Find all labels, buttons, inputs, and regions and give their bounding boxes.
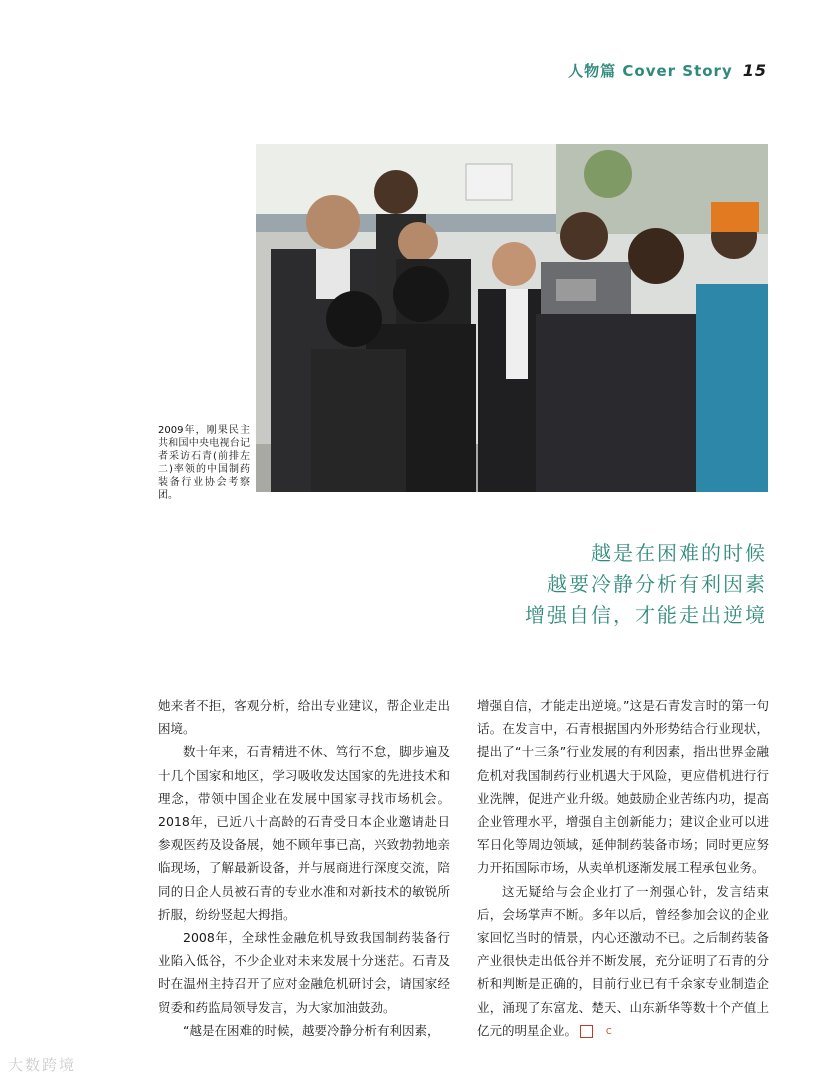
paragraph-text: 这无疑给与会企业打了一剂强心针，发言结束后，会场掌声不断。多年以后，曾经参加会议的企业家回忆当时的情景，内心还激动不已。之后制药装备产业很快走出低谷并不断发展，充分证明了石青的分析和判断是正确的，目前行业已有千余家专业制造企业，涌现了东富龙、楚天、山东新华等数十个产值上亿元的明星企业。 [477, 883, 769, 1038]
paragraph: 她来者不拒，客观分析，给出专业建议，帮企业走出困境。 [158, 698, 450, 737]
paragraph: 增强自信，才能走出逆境。”这是石青发言时的第一句话。在发言中，石青根据国内外形势结合行业现状，提出了“十三条”行业发展的有利因素，指出世界金融危机对我国制药行业机遇大于风险，更应借机进行行业洗牌，促进产业升级。她鼓励企业苦练内功，提高企业管理水平，增强自主创新能力；建议企业可以进军日化等周边领域，延伸制药装备市场；同时更应努力开拓国际市场，从卖单机逐渐发展工程承包业务。 [477, 698, 769, 876]
page-number: 15 [742, 61, 767, 80]
paragraph: “越是在困难的时候，越要冷静分析有利因素， [183, 1022, 440, 1038]
page-header [568, 60, 767, 81]
paragraph: 数十年来，石青精进不休、笃行不怠，脚步遍及十几个国家和地区，学习吸收发达国家的先进技术和理念，带领中国企业在发展中国家寻找市场机会。2018年，已近八十高龄的石青受日本企业邀请赴日参观医药及设备展，她不顾年事已高，兴致勃勃地亲临现场，了解最新设备，并与展商进行深度交流，陪同的日企人员被石青的专业水准和对新技术的敏锐所折服，纷纷竖起大拇指。 [158, 744, 450, 922]
pull-quote-line: 越是在困难的时候 [591, 541, 767, 565]
news-photo [256, 144, 768, 492]
section-title: 人物篇 Cover Story [568, 62, 733, 80]
article-column-left [158, 694, 450, 1042]
photo-caption: 2009年，刚果民主共和国中央电视台记者采访石青(前排左二)率领的中国制药装备行业协会考察团。 [158, 425, 250, 501]
end-mark-icon: C [580, 1025, 593, 1038]
paragraph: 2008年，全球性金融危机导致我国制药装备行业陷入低谷，不少企业对未来发展十分迷茫。石青及时在温州主持召开了应对金融危机研讨会，请国家经贸委和药监局领导发言，为大家加油鼓劲。 [158, 930, 450, 1015]
paragraph [477, 880, 769, 1042]
pull-quote-line: 越要冷静分析有利因素 [547, 572, 767, 596]
article-column-right [477, 694, 769, 1042]
pull-quote [347, 538, 767, 631]
pull-quote-line: 增强自信，才能走出逆境 [525, 603, 767, 627]
watermark-logo: 大数跨境 [8, 1056, 77, 1074]
photo-illustration [256, 144, 768, 492]
